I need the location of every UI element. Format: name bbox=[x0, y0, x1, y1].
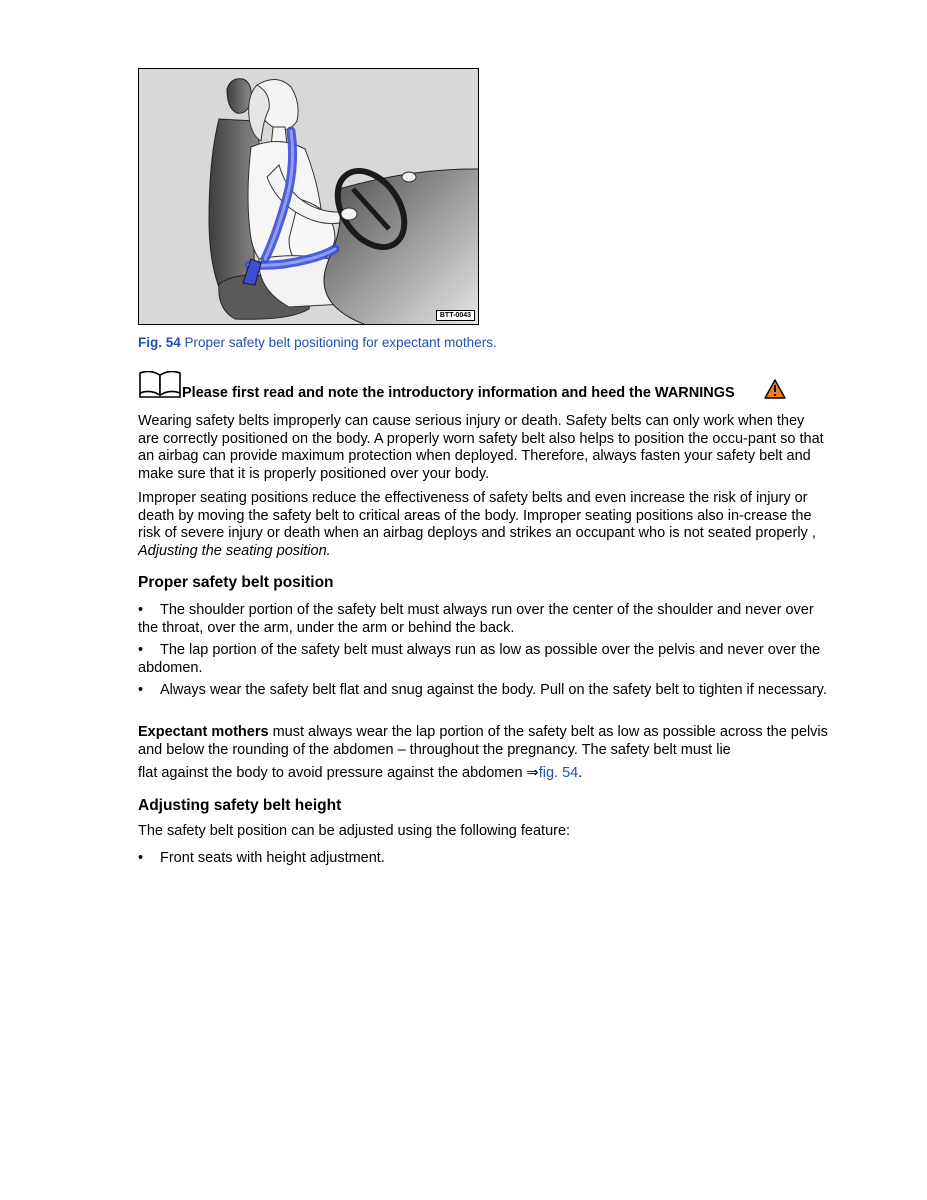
paragraph-expectant-mothers-line2: flat against the body to avoid pressure against the abdomen ⇒fig. 54. bbox=[138, 765, 583, 781]
figure-code: BTT-0043 bbox=[436, 310, 475, 321]
list-item: • Always wear the safety belt flat and snug against the body. Pull on the safety belt to tighten if necessary. bbox=[138, 682, 827, 698]
bullet-icon: • bbox=[138, 682, 144, 698]
expectant-mothers-bold: Expectant mothers bbox=[138, 724, 269, 740]
warning-triangle-icon bbox=[764, 379, 786, 399]
bullet-icon: • bbox=[138, 602, 144, 618]
figure-caption bbox=[138, 335, 497, 350]
bullet-icon: • bbox=[138, 850, 144, 866]
paragraph-seating bbox=[138, 490, 828, 560]
notice-line bbox=[138, 371, 798, 403]
pregnant-driver-seatbelt-illustration bbox=[139, 69, 479, 325]
fig-54-link[interactable]: fig. 54 bbox=[538, 765, 579, 781]
paragraph-expectant-mothers: Expectant mothers must always wear the lap portion of the safety belt as low as possible across the pelvis and below the rounding of the abdomen – throughout the pregnancy. The safety belt must lie bbox=[138, 724, 828, 758]
open-book-icon bbox=[138, 371, 182, 399]
seating-position-reference[interactable]: Adjusting the seating position. bbox=[138, 542, 331, 559]
paragraph-seating-text: Improper seating positions reduce the effectiveness of safety belts and even increase the risk of injury or death by moving the safety belt to critical areas of the body. Improper seating positions also in-crease the risk of severe injury or death when an airbag deploys and strikes an occupant who is not seated properly , bbox=[138, 490, 816, 542]
figure-illustration bbox=[138, 68, 479, 325]
bullet-icon: • bbox=[138, 642, 144, 658]
list-item: • The shoulder portion of the safety belt must always run over the center of the shoulder and never over the throat, over the arm, under the arm or behind the back. bbox=[138, 602, 814, 636]
figure-caption-label: Fig. 54 bbox=[138, 335, 181, 350]
list-item: • The lap portion of the safety belt must always run as low as possible over the pelvis and never over the abdomen. bbox=[138, 642, 821, 676]
paragraph-adjust-intro: The safety belt position can be adjusted using the following feature: bbox=[138, 823, 571, 839]
figure-caption-text: Proper safety belt positioning for expectant mothers. bbox=[184, 335, 497, 350]
arrow-icon: ⇒ bbox=[526, 765, 539, 781]
section-heading-proper-position: Proper safety belt position bbox=[138, 574, 334, 591]
paragraph-intro: Wearing safety belts improperly can cause serious injury or death. Safety belts can only work when they are correctly positioned on the body. A properly worn safety belt also helps to position the occu-pant so that an airbag can provide maximum protection when deployed. Therefore, always fasten your safety belt and make sure that it is properly positioned over your body. bbox=[138, 413, 824, 482]
notice-text: Please first read and note the introductory information and heed the WARNINGS bbox=[182, 385, 735, 401]
list-item: • Front seats with height adjustment. bbox=[138, 850, 385, 866]
section-heading-adjust-height: Adjusting safety belt height bbox=[138, 797, 342, 814]
